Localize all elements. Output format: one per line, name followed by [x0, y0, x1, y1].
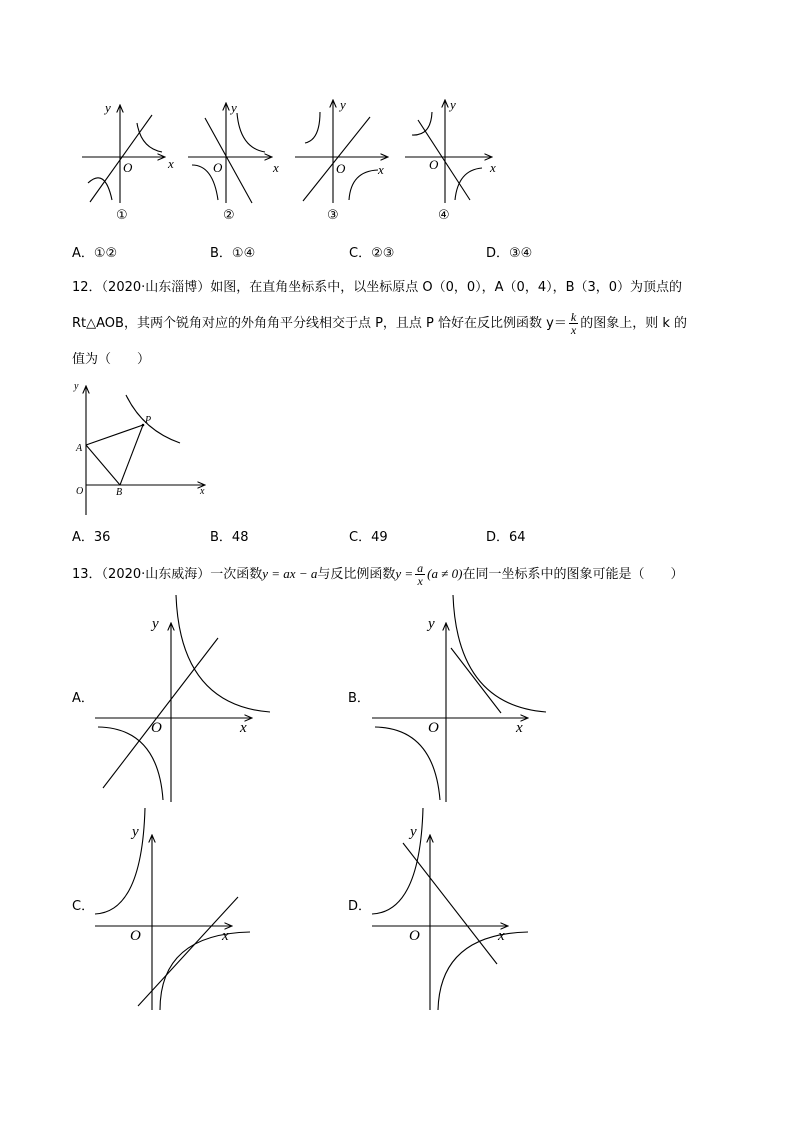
q13-mid: 与反比例函数	[317, 567, 396, 582]
q13-c-curve-q4	[160, 932, 250, 1010]
q11-option-a[interactable]	[72, 244, 117, 264]
q12-option-d[interactable]	[486, 528, 526, 548]
q12-label-y: y	[74, 381, 79, 392]
q12-fraction-den: x	[570, 323, 577, 337]
q11-label-4: ④	[438, 208, 450, 223]
q12-option-c-letter: C．	[349, 530, 372, 545]
q11-g3-x: x	[378, 162, 384, 177]
q11-option-c-letter: C．	[349, 246, 372, 261]
q13-graph-a	[95, 595, 270, 802]
q11-option-c[interactable]	[349, 244, 394, 264]
q13-fraction	[415, 562, 425, 587]
q13-fraction-num: a	[417, 561, 424, 575]
q13-graph-d	[372, 808, 528, 1010]
q11-graph-2	[188, 100, 279, 203]
q12-option-a-letter: A．	[72, 530, 94, 545]
q12-label-o: O	[76, 486, 84, 497]
q13-b-y: y	[428, 616, 435, 632]
q12-segment-bp	[120, 425, 143, 485]
q11-g1-line	[90, 115, 152, 202]
q11-option-d-text: ③④	[509, 246, 533, 261]
q11-label-3: ③	[327, 208, 339, 223]
q11-g4-o: O	[429, 157, 439, 172]
q13-d-x: x	[498, 928, 505, 944]
q12-fraction-num: k	[570, 310, 577, 324]
q13-c-x: x	[222, 928, 229, 944]
q13-c-line	[138, 897, 238, 1006]
q11-option-d-letter: D．	[486, 246, 510, 261]
q11-g4-line	[418, 120, 470, 200]
q12-label-x: x	[200, 486, 205, 497]
q12-option-b-text: 48	[231, 530, 249, 545]
q13-option-a[interactable]: A．	[72, 691, 94, 706]
q13-a-curve-q1	[176, 595, 270, 712]
q12-segment-ap	[86, 425, 143, 445]
q11-option-a-letter: A．	[72, 246, 94, 261]
q11-g3-y: y	[340, 97, 346, 112]
q11-g2-x: x	[273, 160, 279, 175]
q13-fraction-den: x	[417, 574, 423, 588]
q13-option-c[interactable]: C．	[72, 899, 95, 914]
q12-segment-ab	[86, 445, 120, 485]
q11-g1-x: x	[168, 156, 174, 171]
q13-a-o: O	[151, 720, 162, 736]
q13-d-o: O	[409, 928, 420, 944]
q13-graph-c	[95, 808, 250, 1010]
q12-stem-line1: 12．（2020·山东淄博）如图，在直角坐标系中，以坐标原点 O（0，0），A（0，4），B（3，0）为顶点的	[72, 280, 683, 295]
q12-option-c-text: 49	[371, 530, 388, 545]
q13-eq1: y = ax − a	[262, 566, 318, 581]
q11-g4-y: y	[450, 97, 456, 112]
q12-figure	[73, 381, 205, 515]
q11-g1-y: y	[105, 100, 111, 115]
q12-option-d-letter: D．	[486, 530, 510, 545]
q11-label-2: ②	[223, 208, 235, 223]
q12-stem-line2-b: 的图象上，则 k 的	[580, 316, 687, 331]
q11-g4-curve-q4	[455, 168, 482, 200]
q11-g3-line	[303, 117, 370, 201]
q13-option-b[interactable]: B．	[348, 691, 370, 706]
q11-g2-curve-q1	[237, 113, 265, 152]
q13-b-curve-q1	[453, 595, 546, 712]
q13-eq2-left: y =	[395, 566, 414, 581]
q12-fraction	[569, 311, 578, 336]
q11-option-b-text: ①④	[231, 246, 256, 261]
q13-b-line	[451, 648, 501, 713]
q13-c-y: y	[132, 824, 139, 840]
q11-g4-x: x	[490, 160, 496, 175]
q11-g1-o: O	[123, 160, 133, 175]
q13-a-x: x	[240, 720, 247, 736]
q11-graph-1	[82, 100, 174, 203]
q11-g3-o: O	[336, 161, 346, 176]
q13-b-o: O	[428, 720, 439, 736]
q12-label-b: B	[116, 487, 123, 498]
q13-graph-b	[372, 595, 546, 802]
q11-label-1: ①	[116, 208, 128, 223]
q11-g1-curve-q1	[137, 123, 162, 152]
q13-suffix: 在同一坐标系中的图象可能是（ ）	[462, 567, 684, 582]
q12-stem-line2-a: Rt△AOB，其两个锐角对应的外角角平分线相交于点 P，且点 P 恰好在反比例函数 y＝	[72, 316, 567, 331]
q11-option-a-text: ①②	[93, 246, 118, 261]
q12-point-p	[142, 424, 145, 427]
q13-b-x: x	[516, 720, 523, 736]
q13-eq2-right: (a ≠ 0)	[427, 566, 463, 581]
q13-d-curve-q4	[438, 932, 528, 1010]
q12-option-b-letter: B．	[210, 530, 232, 545]
q11-g4-curve-q2	[412, 112, 432, 135]
q13-stem	[72, 560, 683, 589]
q11-graph-3	[295, 97, 388, 203]
q12-option-b[interactable]	[210, 528, 248, 548]
q12-stem-line2	[72, 310, 687, 338]
q12-hyperbola	[126, 395, 180, 443]
q12-option-a-text: 36	[93, 530, 111, 545]
q11-g3-curve-q4	[349, 170, 378, 200]
q12-option-c[interactable]	[349, 528, 388, 548]
q11-option-c-text: ②③	[371, 246, 395, 261]
q11-option-d[interactable]	[486, 244, 532, 264]
q13-prefix: 13．（2020·山东威海）一次函数	[72, 567, 263, 582]
q12-option-d-text: 64	[509, 530, 526, 545]
q11-option-b-letter: B．	[210, 246, 232, 261]
q11-g3-curve-q2	[305, 112, 320, 143]
q13-option-d[interactable]: D．	[348, 899, 372, 914]
q12-stem-line3: 值为（ ）	[72, 352, 151, 367]
q13-b-curve-q3	[375, 727, 440, 800]
q11-option-b[interactable]	[210, 244, 255, 264]
q13-c-o: O	[130, 928, 141, 944]
q12-label-a: A	[76, 443, 83, 454]
q13-a-curve-q3	[98, 727, 163, 800]
q13-d-y: y	[410, 824, 417, 840]
q11-graph-4	[405, 97, 496, 203]
q11-g2-y: y	[231, 100, 237, 115]
q11-g2-o: O	[213, 160, 223, 175]
q12-label-p: P	[145, 415, 152, 426]
q13-a-y: y	[152, 616, 159, 632]
q13-a-line	[103, 638, 218, 788]
q12-option-a[interactable]	[72, 528, 110, 548]
